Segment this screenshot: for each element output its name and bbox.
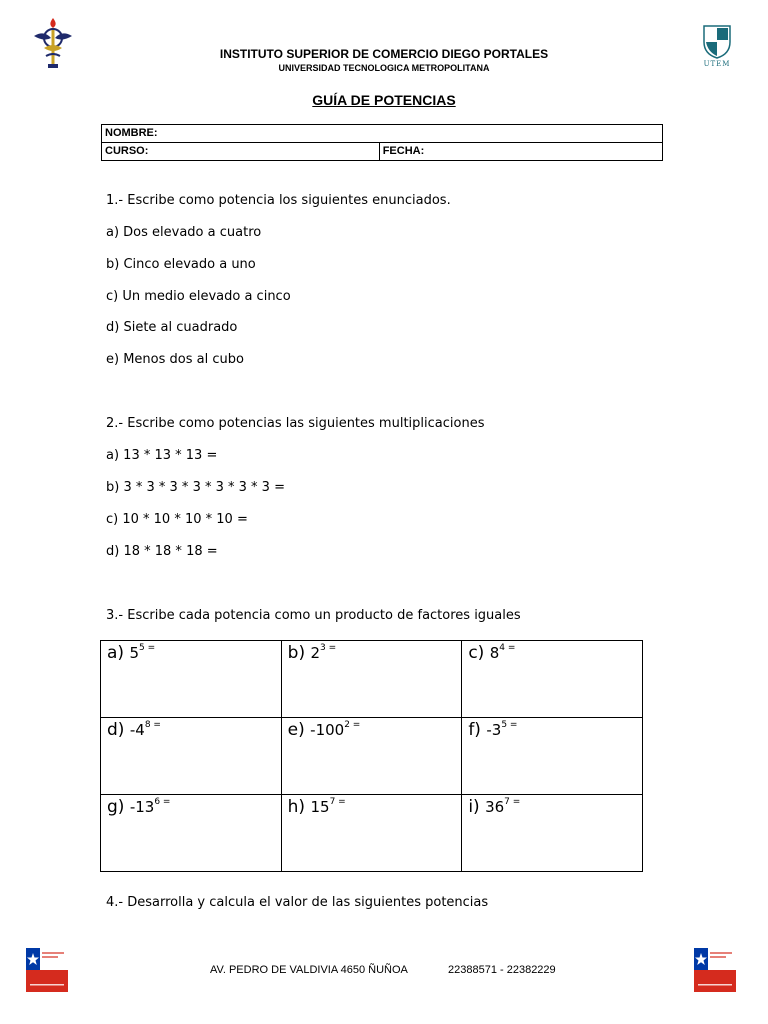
power-cell-g[interactable]: [101, 795, 282, 872]
power-cell-c[interactable]: [462, 641, 643, 718]
power-base: 5: [129, 644, 140, 662]
section2-item: a) 13 * 13 * 13 =: [106, 448, 218, 463]
section1-item: d) Siete al cuadrado: [106, 320, 238, 335]
cell-label: e): [287, 720, 305, 740]
section2-item: c) 10 * 10 * 10 * 10 =: [106, 512, 248, 527]
section3-heading: 3.- Escribe cada potencia como un producto de factores iguales: [106, 608, 521, 623]
power-base: 8: [489, 644, 500, 662]
power-exponent: 5 =: [139, 643, 156, 653]
powers-grid: [100, 640, 643, 872]
power-exponent: 8 =: [144, 720, 161, 730]
power-exponent: 4 =: [499, 643, 516, 653]
power-exponent: 3 =: [320, 643, 337, 653]
ministerio-educacion-flag-icon: [694, 948, 736, 992]
cell-label: a): [107, 643, 125, 663]
power-exponent: 6 =: [154, 797, 171, 807]
utem-logo-text: UTEM: [703, 60, 731, 68]
section2-item: d) 18 * 18 * 18 =: [106, 544, 218, 559]
power-exponent: 7 =: [329, 797, 346, 807]
power-base: -100: [310, 721, 345, 739]
section1-item: b) Cinco elevado a uno: [106, 257, 256, 272]
power-exponent: 5 =: [501, 720, 518, 730]
section2-item: b) 3 * 3 * 3 * 3 * 3 * 3 * 3 =: [106, 480, 285, 495]
section1-item: e) Menos dos al cubo: [106, 352, 244, 367]
cell-label: b): [287, 643, 306, 663]
section1-heading: 1.- Escribe como potencia los siguientes enunciados.: [106, 193, 451, 208]
power-cell-h[interactable]: [281, 795, 462, 872]
cell-label: d): [107, 720, 125, 740]
power-cell-f[interactable]: [462, 718, 643, 795]
section4-heading: 4.- Desarrolla y calcula el valor de las siguientes potencias: [106, 895, 489, 910]
footer-address: AV. PEDRO DE VALDIVIA 4650 ÑUÑOA: [210, 964, 408, 976]
power-exponent: 2 =: [344, 720, 361, 730]
section1-item: c) Un medio elevado a cinco: [106, 289, 291, 304]
power-base: -3: [486, 721, 502, 739]
power-base: 2: [310, 644, 321, 662]
power-base: -13: [129, 798, 155, 816]
power-cell-d[interactable]: [101, 718, 282, 795]
power-base: 15: [310, 798, 330, 816]
page-title: GUÍA DE POTENCIAS: [312, 92, 456, 108]
power-cell-a[interactable]: [101, 641, 282, 718]
section1-item: a) Dos elevado a cuatro: [106, 225, 262, 240]
nombre-field[interactable]: NOMBRE:: [102, 125, 663, 143]
power-cell-i[interactable]: [462, 795, 643, 872]
cell-label: g): [107, 797, 125, 817]
cell-label: f): [468, 720, 481, 740]
curso-field[interactable]: CURSO:: [102, 143, 380, 161]
university-name: UNIVERSIDAD TECNOLOGICA METROPOLITANA: [278, 63, 490, 73]
footer-phones: 22388571 - 22382229: [448, 964, 556, 976]
cell-label: c): [468, 643, 485, 663]
section2-heading: 2.- Escribe como potencias las siguientes multiplicaciones: [106, 416, 485, 431]
cell-label: h): [287, 797, 306, 817]
institution-name: INSTITUTO SUPERIOR DE COMERCIO DIEGO PORTALES: [219, 47, 549, 61]
cell-label: i): [468, 797, 480, 817]
fecha-field[interactable]: FECHA:: [379, 143, 662, 161]
ministerio-educacion-flag-icon: [26, 948, 68, 992]
power-exponent: 7 =: [504, 797, 521, 807]
institute-crest-icon: [30, 16, 76, 70]
power-cell-e[interactable]: [281, 718, 462, 795]
power-base: -4: [129, 721, 145, 739]
student-info-table: [101, 124, 663, 161]
power-base: 36: [485, 798, 505, 816]
power-cell-b[interactable]: [281, 641, 462, 718]
